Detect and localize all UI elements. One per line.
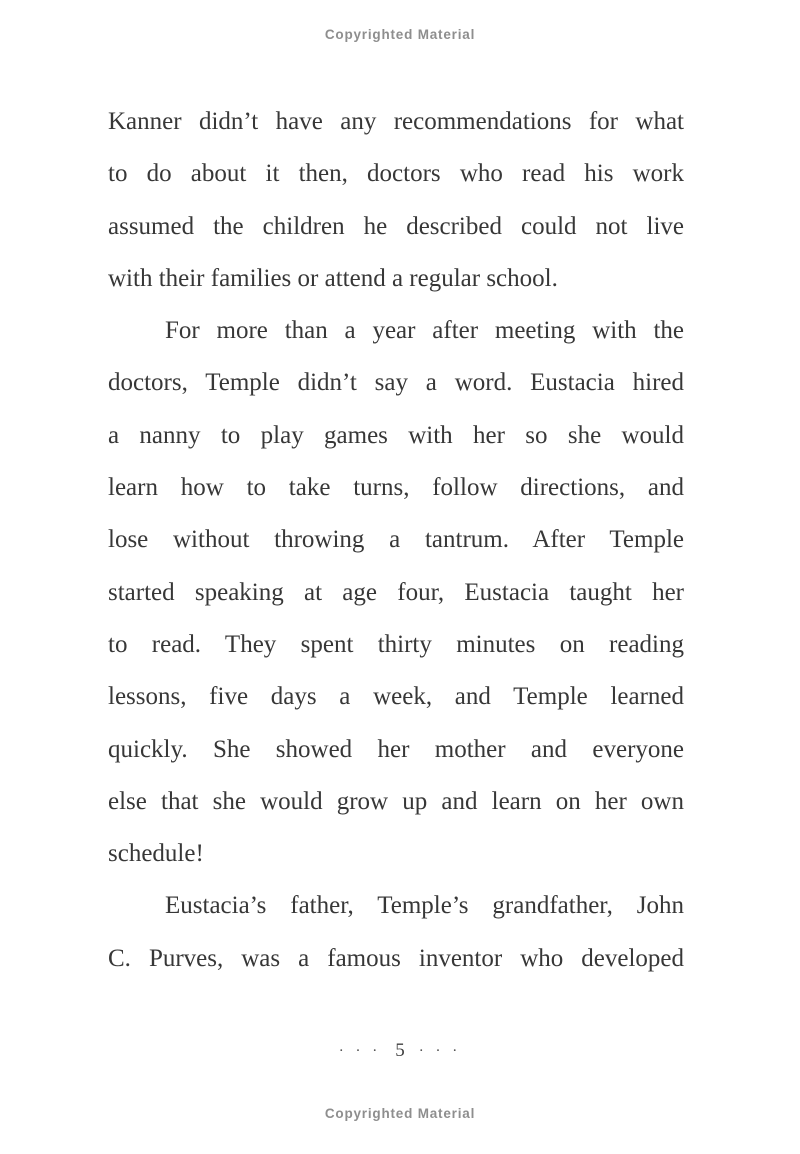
text-line: C. Purves, was a famous inventor who developed (108, 944, 684, 972)
text-line: doctors, Temple didn’t say a word. Eustacia hired (108, 369, 684, 397)
text-line: quickly. She showed her mother and everyone (108, 735, 684, 763)
text-line: a nanny to play games with her so she would (108, 421, 684, 449)
copyright-notice-top: Copyrighted Material (324, 27, 476, 42)
text-line: Eustacia’s father, Temple’s grandfather, John (165, 892, 684, 920)
text-line: assumed the children he described could not live (108, 212, 684, 240)
footer-ornament-left: · · · (338, 1043, 382, 1059)
text-line: to do about it then, doctors who read his work (108, 160, 684, 188)
text-line: lessons, five days a week, and Temple learned (108, 683, 684, 711)
text-line: started speaking at age four, Eustacia taught her (108, 578, 684, 606)
footer-ornament-right: · · · (418, 1043, 462, 1059)
page-number: 5 (395, 1040, 405, 1061)
text-line: schedule! (108, 840, 204, 868)
page-body (108, 96, 684, 985)
copyright-notice-bottom: Copyrighted Material (324, 1106, 476, 1121)
text-line: with their families or attend a regular school. (108, 264, 558, 292)
text-line: For more than a year after meeting with the (165, 317, 684, 345)
page-number-footer (0, 1040, 800, 1062)
text-line: to read. They spent thirty minutes on reading (108, 630, 684, 658)
text-line: lose without throwing a tantrum. After Temple (108, 526, 684, 554)
text-line: else that she would grow up and learn on her own (108, 787, 684, 815)
text-line: Kanner didn’t have any recommendations for what (108, 108, 684, 135)
text-line: learn how to take turns, follow directions, and (108, 474, 684, 502)
